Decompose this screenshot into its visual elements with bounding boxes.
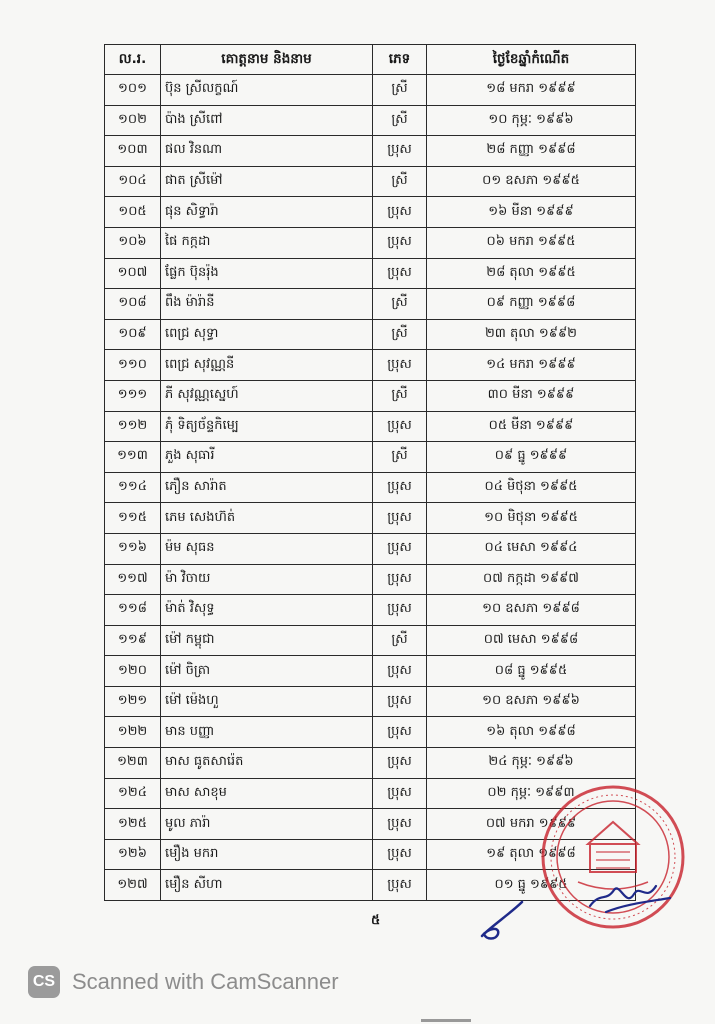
cell-sex: ប្រុស [373,472,427,503]
table-row [105,166,636,197]
cell-name: ផាត ស្រីម៉ៅ [161,166,373,197]
cell-name: ម៉ាត់ វិសុទ្ធ [161,595,373,626]
cell-name: ភេម សេងហ៊ត់ [161,503,373,534]
cell-sex: ប្រុស [373,136,427,167]
cell-number: ១០៨ [105,289,161,320]
table-row [105,442,636,473]
header-name: គោត្តនាម និងនាម [161,45,373,75]
cell-sex: ស្រី [373,380,427,411]
cell-sex: ស្រី [373,105,427,136]
page-number: ៥ [371,913,381,928]
cell-name: ប៉ាង ស្រីពៅ [161,105,373,136]
camscanner-logo: CS [28,966,60,998]
cell-number: ១១៩ [105,625,161,656]
cell-name: ភុំ ទិត្យច័ន្ទកិម្បេ [161,411,373,442]
cell-name: ពឹង ម៉ារ៉ានី [161,289,373,320]
cell-date-of-birth: ០១ ឧសភា ១៩៩៥ [427,166,636,197]
cell-name: ពេជ្រ សុទ្ធា [161,319,373,350]
cell-sex: ប្រុស [373,870,427,901]
cell-sex: ប្រុស [373,503,427,534]
table-row [105,75,636,106]
table-row [105,717,636,748]
table-row [105,564,636,595]
cell-sex: ប្រុស [373,839,427,870]
cell-number: ១០៩ [105,319,161,350]
cell-date-of-birth: ១៤ មករា ១៩៩៩ [427,350,636,381]
cell-number: ១១២ [105,411,161,442]
table-row [105,105,636,136]
cell-name: ភួង សុធារី [161,442,373,473]
cell-number: ១២៣ [105,748,161,779]
cell-date-of-birth: ០២ កុម្ភៈ ១៩៩៣ [427,778,636,809]
cell-sex: ស្រី [373,75,427,106]
table-row [105,319,636,350]
cell-date-of-birth: ២៨ តុលា ១៩៩៥ [427,258,636,289]
header-sex: ភេទ [373,45,427,75]
cell-sex: ស្រី [373,625,427,656]
cell-date-of-birth: ០៨ ធ្នូ ១៩៩៥ [427,656,636,687]
cell-name: ម៉ម សុធន [161,533,373,564]
cell-name: មូល ភារ៉ា [161,809,373,840]
cell-number: ១០២ [105,105,161,136]
cell-number: ១២៧ [105,870,161,901]
watermark-text: Scanned with CamScanner [72,969,339,994]
cell-name: ផ្លែក ប៊ុនរ៉ុង [161,258,373,289]
seal-signature-mark [586,872,676,922]
cell-sex: ប្រុស [373,227,427,258]
cell-name: ភឿន សារ៉ាត [161,472,373,503]
cell-number: ១២២ [105,717,161,748]
cell-date-of-birth: ០៥ មីនា ១៩៩៩ [427,411,636,442]
cell-date-of-birth: ១៨ មករា ១៩៩៩ [427,75,636,106]
cell-number: ១០៣ [105,136,161,167]
cell-name: ម៉ា វិចាយ [161,564,373,595]
student-roster-table [104,44,636,901]
cell-sex: ប្រុស [373,197,427,228]
cell-number: ១១៥ [105,503,161,534]
cell-number: ១១៨ [105,595,161,626]
cell-number: ១០១ [105,75,161,106]
cell-date-of-birth: ៣០ មីនា ១៩៩៩ [427,380,636,411]
table-body [105,75,636,901]
cell-number: ១០៥ [105,197,161,228]
cell-number: ១២៦ [105,839,161,870]
cell-name: ម៉ៅ ម៉េងហួ [161,686,373,717]
cell-number: ១២១ [105,686,161,717]
cell-name: មាន បញ្ញា [161,717,373,748]
cell-sex: ស្រី [373,166,427,197]
cell-sex: ស្រី [373,319,427,350]
cell-date-of-birth: ១០ ឧសភា ១៩៩៦ [427,686,636,717]
header-number: ល.រ. [105,45,161,75]
table-row [105,686,636,717]
cell-number: ១០៤ [105,166,161,197]
table-row [105,289,636,320]
cell-sex: ប្រុស [373,778,427,809]
cell-date-of-birth: ០៤ មេសា ១៩៩៤ [427,533,636,564]
cell-date-of-birth: ១០ មិថុនា ១៩៩៥ [427,503,636,534]
cell-date-of-birth: ១០ កុម្ភៈ ១៩៩៦ [427,105,636,136]
table-row [105,503,636,534]
cell-date-of-birth: ០៤ មិថុនា ១៩៩៥ [427,472,636,503]
cell-date-of-birth: ០១ ធ្នូ ១៩៩៥ [427,870,636,901]
header-date-of-birth: ថ្ងៃខែឆ្នាំកំណើត [427,45,636,75]
cell-date-of-birth: ១៩ តុលា ១៩៩៨ [427,839,636,870]
table-row [105,625,636,656]
cell-sex: ស្រី [373,442,427,473]
cell-sex: ប្រុស [373,595,427,626]
cell-date-of-birth: ២៨ កញ្ញា ១៩៩៨ [427,136,636,167]
table-row [105,656,636,687]
cell-sex: ប្រុស [373,686,427,717]
cell-number: ១២៥ [105,809,161,840]
cell-date-of-birth: ១៦ តុលា ១៩៩៨ [427,717,636,748]
table-row [105,748,636,779]
cell-number: ១១៧ [105,564,161,595]
table-row [105,411,636,442]
cell-date-of-birth: ០៩ កញ្ញា ១៩៩៨ [427,289,636,320]
cell-sex: ប្រុស [373,656,427,687]
table-header-row [105,45,636,75]
cell-name: ម៉ៅ កម្ពុជា [161,625,373,656]
cell-sex: ប្រុស [373,258,427,289]
cell-name: មឿង មករា [161,839,373,870]
cell-date-of-birth: ១៦ មីនា ១៩៩៩ [427,197,636,228]
cell-name: ភី សុវណ្ណស្នេហ៍ [161,380,373,411]
cell-date-of-birth: ០៧ មករា ១៩៩៩ [427,809,636,840]
handwritten-signature [478,898,528,944]
cell-date-of-birth: ០៧ មេសា ១៩៩៨ [427,625,636,656]
camscanner-watermark [28,966,339,998]
cell-number: ១១៣ [105,442,161,473]
cell-name: មាស ធូតសារ៉េត [161,748,373,779]
cell-date-of-birth: ២៤ កុម្ភៈ ១៩៩៦ [427,748,636,779]
cell-name: ផៃ កក្កដា [161,227,373,258]
cell-sex: ប្រុស [373,748,427,779]
table-row [105,533,636,564]
cell-sex: ប្រុស [373,564,427,595]
cell-sex: ប្រុស [373,717,427,748]
cell-number: ១១៦ [105,533,161,564]
cell-number: ១១១ [105,380,161,411]
cell-sex: ស្រី [373,289,427,320]
cell-name: ផល វិនណា [161,136,373,167]
cell-name: ផុន សិទ្ធារ៉ា [161,197,373,228]
cell-number: ១២៤ [105,778,161,809]
cell-sex: ប្រុស [373,411,427,442]
table-row [105,380,636,411]
table-row [105,350,636,381]
cell-date-of-birth: ០៦ មករា ១៩៩៥ [427,227,636,258]
cell-sex: ប្រុស [373,809,427,840]
cell-number: ១១៤ [105,472,161,503]
cell-sex: ប្រុស [373,533,427,564]
bottom-edge-mark [421,1019,471,1022]
table-row [105,197,636,228]
cell-name: ប៊ុន ស្រីលក្ខណ៍ [161,75,373,106]
cell-name: មាស សាខុម [161,778,373,809]
cell-date-of-birth: ០៩ ធ្នូ ១៩៩៩ [427,442,636,473]
cell-number: ១០៧ [105,258,161,289]
cell-sex: ប្រុស [373,350,427,381]
table-row [105,595,636,626]
cell-name: ពេជ្រ សុវណ្ណនី [161,350,373,381]
cell-number: ១២០ [105,656,161,687]
cell-date-of-birth: ០៧ កក្កដា ១៩៩៧ [427,564,636,595]
cell-number: ១១០ [105,350,161,381]
cell-date-of-birth: ២៣ តុលា ១៩៩២ [427,319,636,350]
cell-date-of-birth: ១០ ឧសភា ១៩៩៨ [427,595,636,626]
cell-name: មឿន សីហា [161,870,373,901]
table-row [105,472,636,503]
table-row [105,258,636,289]
table-row [105,136,636,167]
cell-name: ម៉ៅ ចិត្រា [161,656,373,687]
cell-number: ១០៦ [105,227,161,258]
table-row [105,227,636,258]
